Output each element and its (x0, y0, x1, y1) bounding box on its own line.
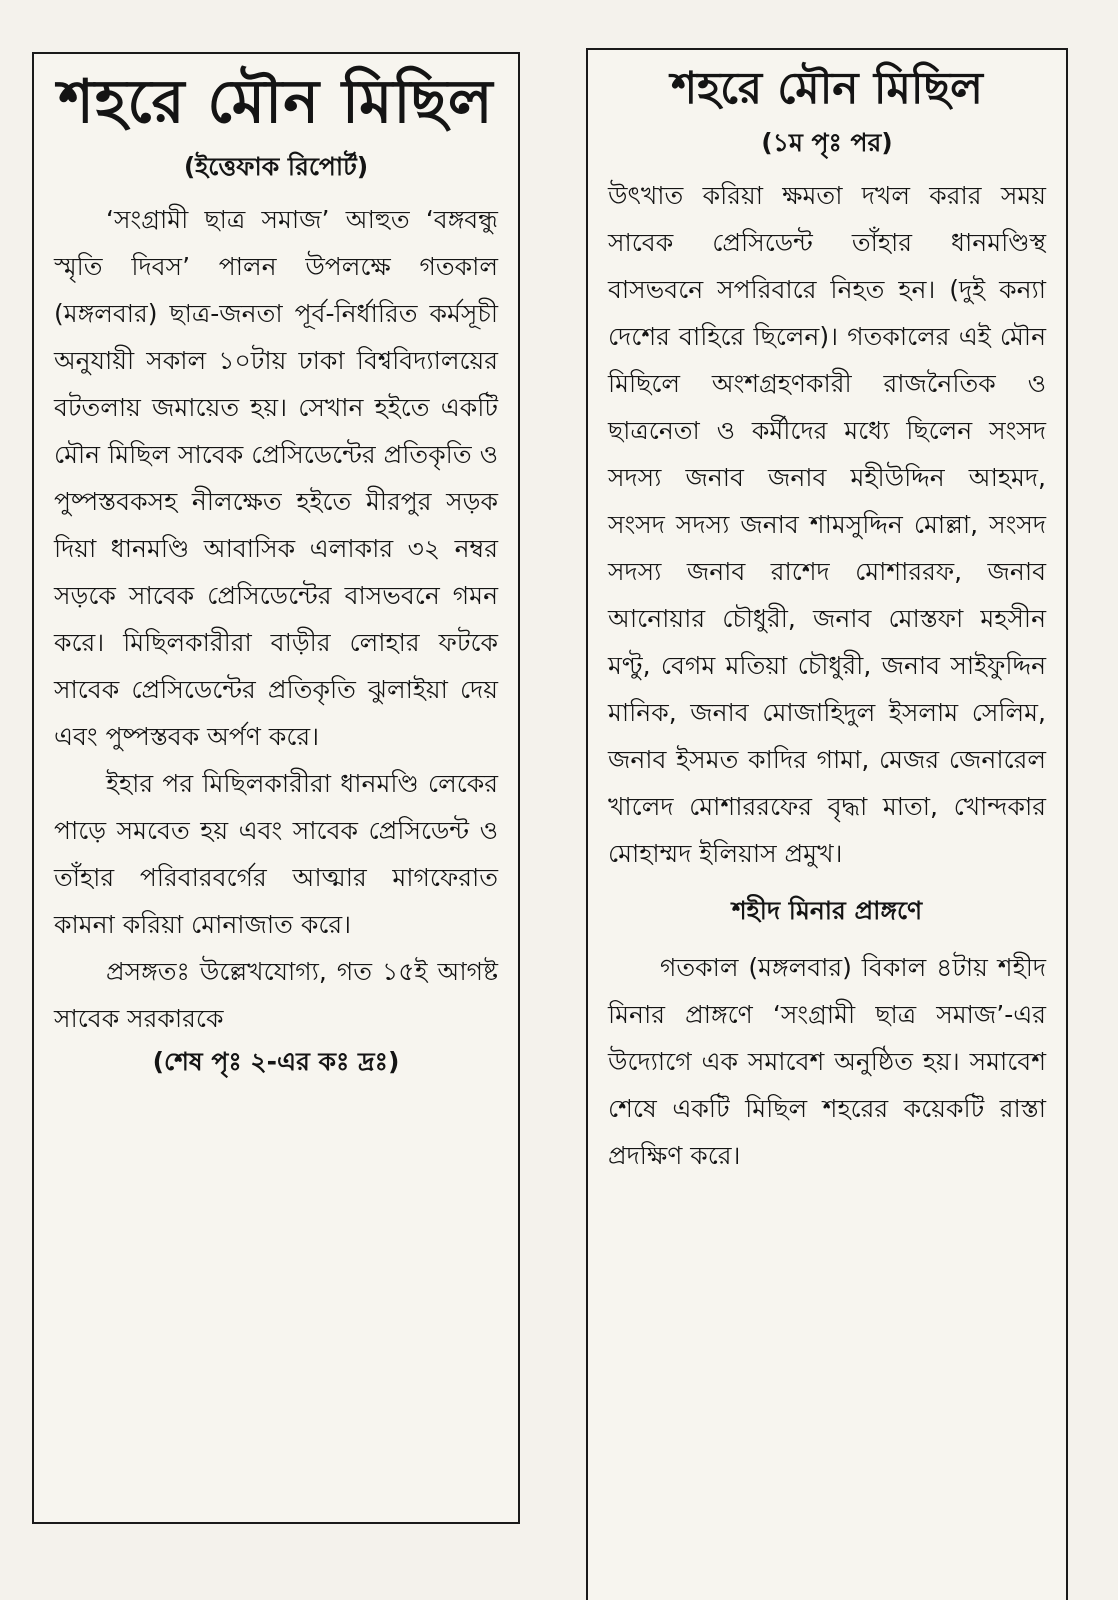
left-jump-note: (শেষ পৃঃ ২-এর কঃ দ্রঃ) (152, 1047, 400, 1076)
left-byline: (ইত্তেফাক রিপোর্ট) (183, 152, 369, 181)
left-news-clipping (32, 52, 520, 1524)
right-news-clipping (586, 48, 1068, 1600)
right-subheading: শহীদ মিনার প্রাঙ্গণে (731, 895, 923, 925)
left-paragraph-3: প্রসঙ্গতঃ উল্লেখযোগ্য, গত ১৫ই আগষ্ট সাবেক সরকারকে (54, 957, 498, 1033)
right-paragraph-1: উৎখাত করিয়া ক্ষমতা দখল করার সময় সাবেক প্রেসিডেন্ট তাঁহার ধানমণ্ডিস্থ বাসভবনে সপরিবারে নিহত হন। (দুই কন্যা দেশের বাহিরে ছিলেন)। গতকালের এই মৌন মিছিলে অংশগ্রহণকারী রাজনৈতিক ও ছাত্রনেতা ও কর্মীদের মধ্যে ছিলেন সংসদ সদস্য জনাব জনাব মহীউদ্দিন আহমদ, সংসদ সদস্য জনাব শামসুদ্দিন মোল্লা, সংসদ সদস্য জনাব রাশেদ মোশাররফ, জনাব আনোয়ার চৌধুরী, জনাব মোস্তফা মহসীন মণ্টু, বেগম মতিয়া চৌধুরী, জনাব সাইফুদ্দিন মানিক, জনাব মোজাহিদুল ইসলাম সেলিম, জনাব ইসমত কাদির গামা, মেজর জেনারেল খালেদ মোশাররফের বৃদ্ধা মাতা, খোন্দকার মোহাম্মদ ইলিয়াস প্রমুখ। (608, 180, 1046, 868)
left-paragraph-2: ইহার পর মিছিলকারীরা ধানমণ্ডি লেকের পাড়ে সমবেত হয় এবং সাবেক প্রেসিডেন্ট ও তাঁহার পরিবারবর্গের আত্মার মাগফেরাত কামনা করিয়া মোনাজাত করে। (54, 769, 498, 939)
right-continued-note: (১ম পৃঃ পর) (761, 127, 893, 157)
left-paragraph-1: ‘সংগ্রামী ছাত্র সমাজ’ আহুত ‘বঙ্গবন্ধু স্মৃতি দিবস’ পালন উপলক্ষে গতকাল (মঙ্গলবার) ছাত্র-জনতা পূর্ব-নির্ধারিত কর্মসূচী অনুযায়ী সকাল ১০টায় ঢাকা বিশ্ববিদ্যালয়ের বটতলায় জমায়েত হয়। সেখান হইতে একটি মৌন মিছিল সাবেক প্রেসিডেন্টের প্রতিকৃতি ও পুষ্পস্তবকসহ নীলক্ষেত হইতে মীরপুর সড়ক দিয়া ধানমণ্ডি আবাসিক এলাকার ৩২ নম্বর সড়কে সাবেক প্রেসিডেন্টের বাসভবনে গমন করে। মিছিলকারীরা বাড়ীর লোহার ফটকে সাবেক প্রেসিডেন্টের প্রতিকৃতি ঝুলাইয়া দেয় এবং পুষ্পস্তবক অর্পণ করে। (54, 205, 498, 751)
left-headline: শহরে মৌন মিছিল (58, 67, 494, 137)
right-headline: শহরে মৌন মিছিল (671, 63, 983, 114)
right-paragraph-2: গতকাল (মঙ্গলবার) বিকাল ৪টায় শহীদ মিনার প্রাঙ্গণে ‘সংগ্রামী ছাত্র সমাজ’-এর উদ্যোগে এক সমাবেশ অনুষ্ঠিত হয়। সমাবেশ শেষে একটি মিছিল শহরের কয়েকটি রাস্তা প্রদক্ষিণ করে। (608, 952, 1046, 1170)
